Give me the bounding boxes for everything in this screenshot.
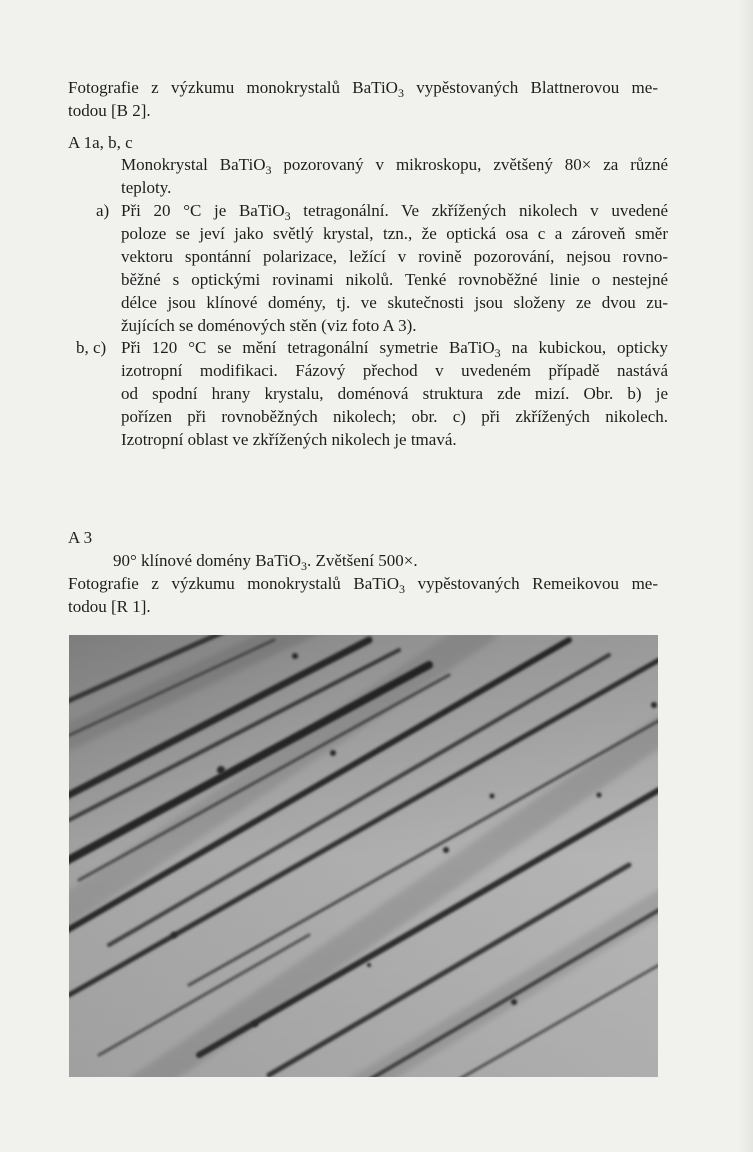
section-a3-photo-source: Fotografie z výzkumu monokrystalů BaTiO$_3$ vypěstovaných Remeikovou me- xyxy=(68,574,659,596)
item-bc-text xyxy=(121,336,668,451)
item-bc-line-3: od spodní hrany krystalu, doménová struktura zde mizí. Obr. b) je xyxy=(121,384,668,403)
intro-line-2: todou [B 2]. xyxy=(68,101,151,120)
item-bc-label: b, c) xyxy=(76,338,107,357)
domain-micrograph-photo xyxy=(69,635,658,1077)
item-a-line-4: běžné s optickými rovinami nikolů. Tenké rovnoběžné linie o nestejné xyxy=(121,270,668,289)
item-bc-line-1: Při 120 °C se mění tetragonální symetrie BaTiO$_3$ na kubickou, opticky xyxy=(121,338,669,360)
section-a1-heading: A 1a, b, c xyxy=(68,133,133,152)
item-bc-line-4: pořízen při rovnoběžných nikolech; obr. c) při zkřížených nikolech. xyxy=(121,407,668,426)
item-a-text xyxy=(121,199,668,337)
item-a-line-1: Při 20 °C je BaTiO$_3$ tetragonální. Ve zkřížených nikolech v uvedené xyxy=(121,201,668,223)
intro-line-1: Fotografie z výzkumu monokrystalů BaTiO$_3$ vypěstovaných Blattnerovou me- xyxy=(68,78,658,100)
item-a-line-2: poloze se jeví jako světlý krystal, tzn., že optická osa c a zároveň směr xyxy=(121,224,668,243)
item-bc-line-5: Izotropní oblast ve zkřížených nikolech je tmavá. xyxy=(121,430,457,449)
section-a3-caption: 90° klínové domény BaTiO$_3$. Zvětšení 500×. xyxy=(113,551,418,573)
item-a-line-6: žujících se doménových stěn (viz foto A 3). xyxy=(121,316,417,335)
section-a1-description-line-2: teploty. xyxy=(121,178,172,197)
micrograph-vignette xyxy=(69,635,658,1077)
item-a-label: a) xyxy=(96,201,110,220)
micrograph-image xyxy=(69,635,658,1077)
item-bc-line-2: izotropní modifikaci. Fázový přechod v uvedeném případě nastává xyxy=(121,361,668,380)
section-a1-description: Monokrystal BaTiO$_3$ pozorovaný v mikroskopu, zvětšený 80× za různé xyxy=(121,155,668,177)
section-a3-photo-source-line-2: todou [R 1]. xyxy=(68,597,151,616)
page-edge xyxy=(737,0,753,1152)
item-a-line-3: vektoru spontánní polarizace, ležící v rovině pozorování, nejsou rovno- xyxy=(121,247,668,266)
item-a-line-5: délce jsou klínové domény, tj. ve skutečnosti jsou složeny ze dvou zu- xyxy=(121,293,668,312)
section-a3-heading: A 3 xyxy=(68,528,93,547)
